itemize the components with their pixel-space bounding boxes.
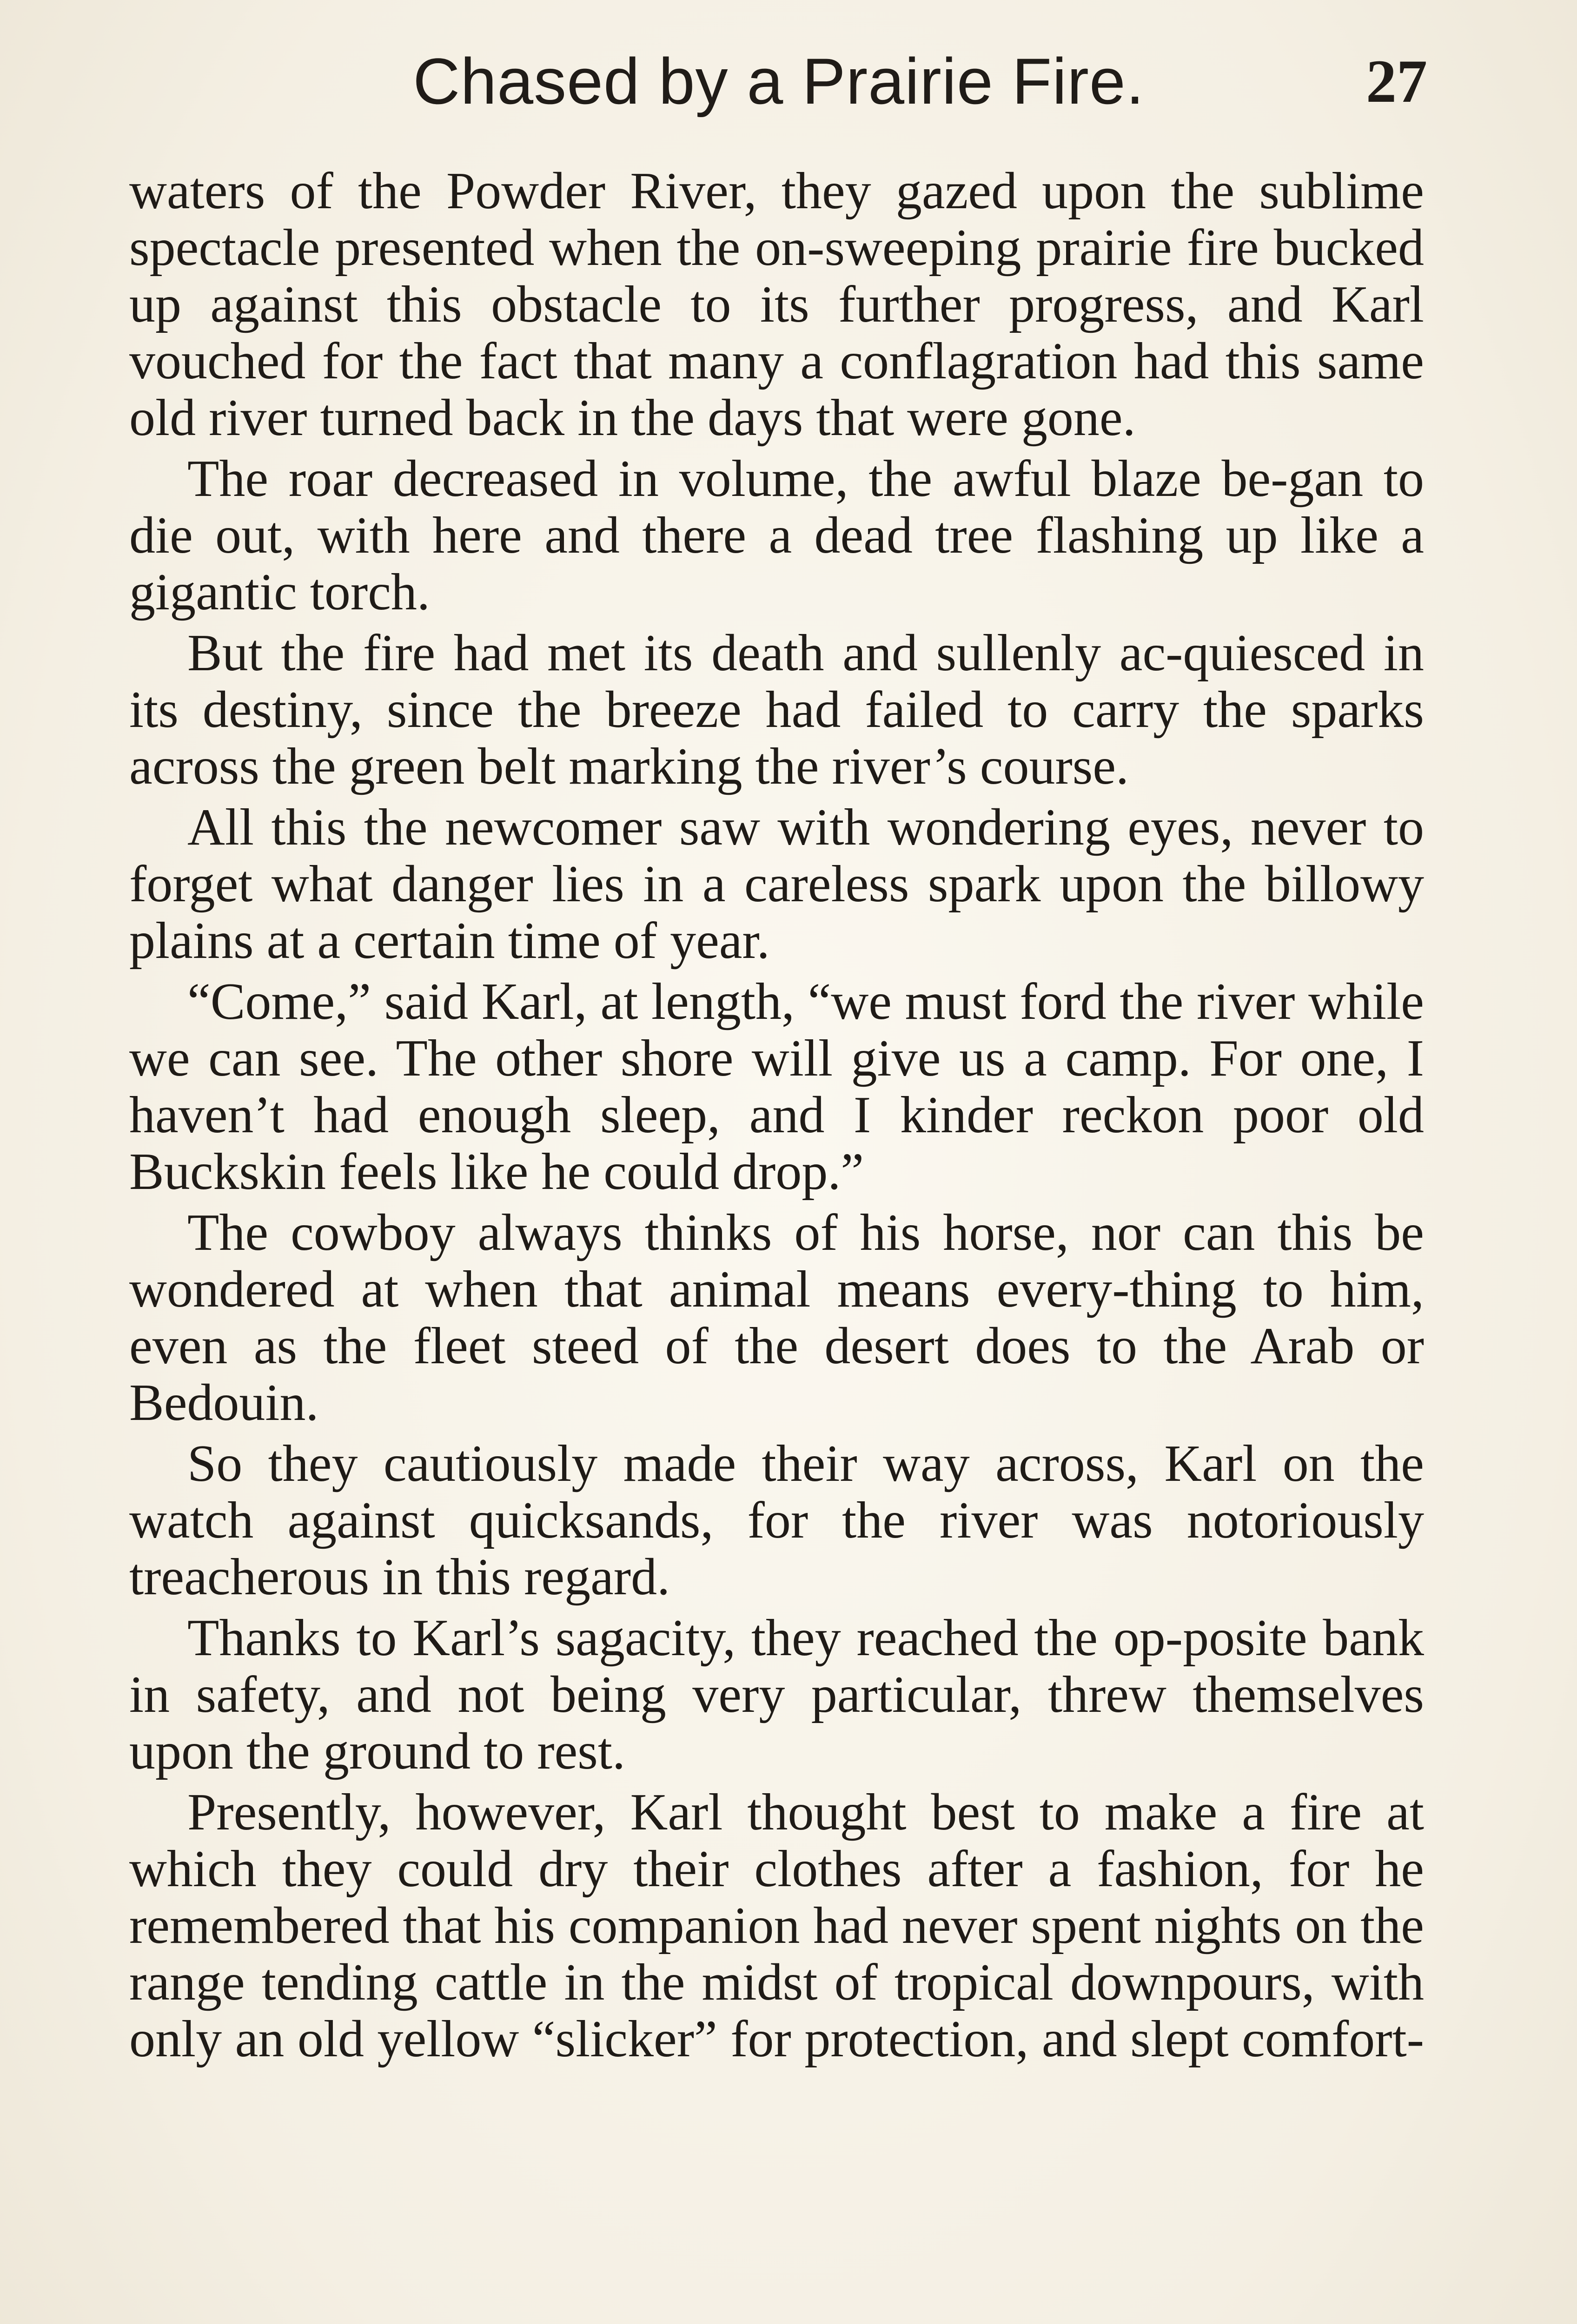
- paragraph: Presently, however, Karl thought best to make a fire at which they could dry their clothes after a fashion, for he remembered that his companion had never spent nights on the range tending cattle in the midst of tropical downpours, with only an old yellow “slicker” for protection, and slept comfort-: [129, 1783, 1424, 2068]
- page-number: 27: [1366, 47, 1427, 115]
- paragraph: The roar decreased in volume, the awful blaze be-gan to die out, with here and there a dead tree flashing up like a gigantic torch.: [129, 450, 1424, 621]
- body-text: [129, 163, 1424, 2072]
- paragraph: “Come,” said Karl, at length, “we must ford the river while we can see. The other shore will give us a camp. For one, I haven’t had enough sleep, and I kinder reckon poor old Buckskin feels like he could drop.”: [129, 973, 1424, 1201]
- paragraph: So they cautiously made their way across, Karl on the watch against quicksands, for the river was notoriously treacherous in this regard.: [129, 1435, 1424, 1606]
- paragraph: waters of the Powder River, they gazed upon the sublime spectacle presented when the on-sweeping prairie fire bucked up against this obstacle to its further progress, and Karl vouched for the fact that many a conflagration had this same old river turned back in the days that were gone.: [129, 162, 1424, 447]
- paragraph: But the fire had met its death and sullenly ac-quiesced in its destiny, since the breeze had failed to carry the sparks across the green belt marking the river’s course.: [129, 624, 1424, 795]
- running-title: Chased by a Prairie Fire.: [413, 45, 1145, 118]
- paragraph: The cowboy always thinks of his horse, nor can this be wondered at when that animal means every-thing to him, even as the fleet steed of the desert does to the Arab or Bedouin.: [129, 1204, 1424, 1432]
- page-header: [130, 42, 1427, 121]
- paragraph: Thanks to Karl’s sagacity, they reached the op-posite bank in safety, and not being very particular, threw themselves upon the ground to rest.: [129, 1609, 1424, 1780]
- paragraph: All this the newcomer saw with wondering eyes, never to forget what danger lies in a careless spark upon the billowy plains at a certain time of year.: [129, 799, 1424, 970]
